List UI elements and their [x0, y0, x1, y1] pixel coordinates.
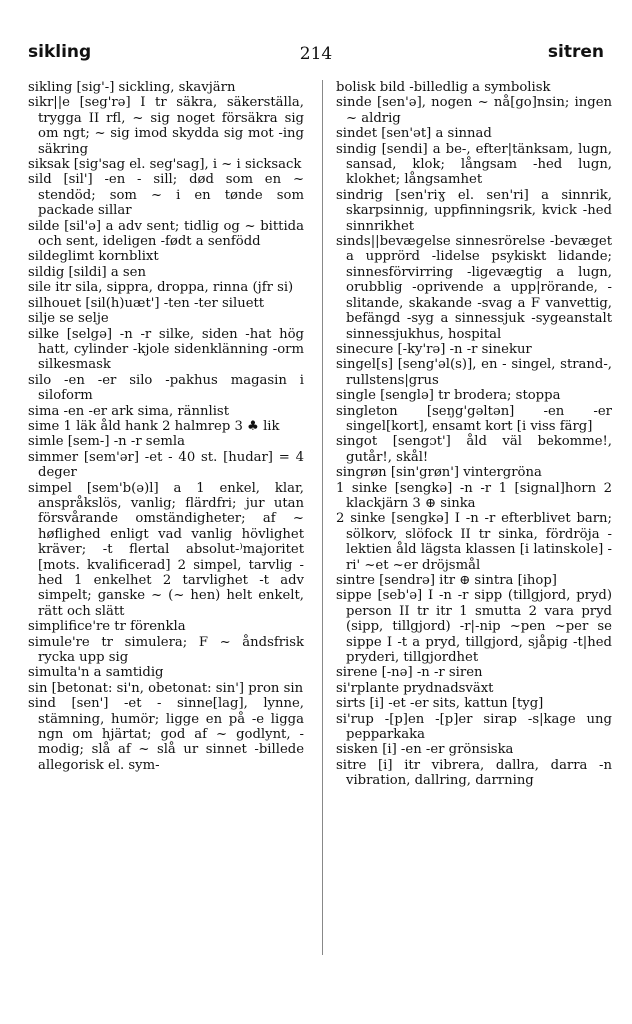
- dictionary-entry: silhouet [sil(h)uæt'] -ten -ter siluett: [28, 295, 265, 311]
- dictionary-entry: singot [sengɔt'] åld väl bekomme!, gutår!, skål!: [336, 434, 617, 465]
- dictionary-entry: sile itr sila, sippra, droppa, rinna (jfr si): [28, 280, 294, 296]
- dictionary-entry: sinds||bevægelse sinnesrörelse -bevæget a upprörd -lidelse psykiskt lidande; sinnesförvirring -ligevægtig a lugn, orubblig -oprivende a upp|rörande, -slitande, skakande -svag a F vanvettig, befängd -syg a sinnessjuk -sygeanstalt sinnessjukhus, hospital: [336, 234, 617, 342]
- dictionary-entry: bolisk bild -billedlig a symbolisk: [336, 80, 551, 95]
- dictionary-entry: si'rup -[p]en -[p]er sirap -s|kage ung pepparkaka: [336, 711, 617, 743]
- dictionary-entry: simpel [sem'b(ə)l] a 1 enkel, klar, anspråkslös, vanlig; flärdfri; jur utan försvårande omständigheter; af ~ høflighed enligt vad vanlig hövlighet kräver; -t flertal absolut-⁾majoritet [mots. kvalificerad] 2 simpel, tarvlig -hed 1 enkelhet 2 tarvlighet -t adv simpelt; ganske ~ (~ hen) helt enkelt, rätt och slätt: [28, 480, 309, 619]
- dictionary-entry: sild [sil'] -en - sill; død som en ~ stendöd; som ~ i en tønde som packade sillar: [28, 172, 309, 219]
- dictionary-entry: si'rplante prydnadsväxt: [336, 680, 494, 696]
- dictionary-entry: sin [betonat: si'n, obetonat: sin'] pron sin: [28, 680, 304, 696]
- dictionary-entry: silde [sil'ə] a adv sent; tidlig og ~ bittida och sent, ideligen -født a senfödd: [28, 218, 309, 250]
- dictionary-entry: sind [sen'] -et - sinne[lag], lynne, stämning, humör; ligge en på -e ligga ngn om hjärtat; god af ~ godlynt, -modig; slå af ~ slå ur sinnet -billede allegorisk el. sym-: [28, 696, 309, 773]
- dictionary-entry: simulta'n a samtidig: [28, 665, 164, 681]
- dictionary-entry: sinecure [-ky'rə] -n -r sinekur: [336, 341, 532, 357]
- dictionary-entry: singleton [seŋg'gəltən] -en -er singel[kort], ensamt kort [i viss färg]: [336, 403, 617, 434]
- guide-word-last: sitren: [547, 42, 604, 62]
- dictionary-entry: silo -en -er silo -pakhus magasin i siloform: [28, 372, 309, 404]
- dictionary-entry: silke [selgə] -n -r silke, siden -hat hög hatt, cylinder -kjole sidenklänning -orm silkesmask: [28, 326, 309, 373]
- dictionary-entry: simle [sem-] -n -r semla: [28, 434, 185, 450]
- dictionary-entry: sikling [sig'-] sickling, skavjärn: [28, 80, 236, 95]
- dictionary-entry: sinde [sen'ə], nogen ~ nå[go]nsin; ingen ~ aldrig: [336, 95, 617, 126]
- dictionary-entry: simmer [sem'ər] -et - 40 st. [hudar] = 4 deger: [28, 449, 309, 481]
- right-column: [336, 80, 617, 1024]
- dictionary-entry: single [senglə] tr brodera; stoppa: [336, 388, 561, 404]
- dictionary-entry: sime 1 läk åld hank 2 halmrep 3 ♣ lik: [28, 418, 280, 434]
- dictionary-entry: sintre [sendrə] itr ⊕ sintra [ihop]: [336, 573, 557, 588]
- column-divider: [322, 80, 323, 955]
- dictionary-entry: singrøn [sin'grøn'] vintergröna: [336, 465, 542, 481]
- dictionary-entry: sippe [seb'ə] I -n -r sipp (tillgjord, pryd) person II tr itr 1 smutta 2 vara pryd (sipp, tillgjord) -r|-nip ~pen ~per se sippe I -t a pryd, tillgjord, sjåpig -t|hed pryderi, tillgjordhet: [336, 588, 617, 666]
- dictionary-entry: sisken [i] -en -er grönsiska: [336, 742, 514, 758]
- dictionary-entry: sima -en -er ark sima, rännlist: [28, 403, 229, 419]
- dictionary-entry: silje se selje: [28, 311, 109, 327]
- dictionary-entry: simule're tr simulera; F ~ åndsfrisk rycka upp sig: [28, 634, 309, 666]
- dictionary-entry: 1 sinke [sengkə] -n -r 1 [signal]horn 2 klackjärn 3 ⊕ sinka: [336, 480, 617, 511]
- dictionary-entry: sindet [sen'ət] a sinnad: [336, 126, 492, 142]
- dictionary-entry: siksak [sig'sag el. seg'sag], i ~ i sicksack: [28, 157, 302, 173]
- page-header: [28, 42, 604, 72]
- dictionary-entry: sirts [i] -et -er sits, kattun [tyg]: [336, 696, 544, 712]
- dictionary-entry: sirene [-nə] -n -r siren: [336, 665, 483, 681]
- dictionary-entry: sindig [sendi] a be-, efter|tänksam, lugn, sansad, klok; långsam -hed lugn, klokhet; långsamhet: [336, 141, 617, 188]
- left-column: [28, 80, 309, 1024]
- dictionary-entry: singel[s] [seng'əl(s)], en - singel, strand-, rullstens|grus: [336, 357, 617, 388]
- dictionary-entry: sildig [sildi] a sen: [28, 264, 146, 280]
- page-number: 214: [299, 44, 333, 64]
- dictionary-entry: sitre [i] itr vibrera, dallra, darra -n vibration, dallring, darrning: [336, 757, 617, 789]
- dictionary-entry: simplifice're tr förenkla: [28, 619, 186, 635]
- dictionary-entry: 2 sinke [sengkə] I -n -r efterblivet barn; sölkorv, slöfock II tr sinka, fördröja -lektien åld lägsta klassen [i latinskole] -ri' ~et ~er dröjsmål: [336, 511, 617, 573]
- dictionary-entry: sindrig [sen'riɣ el. sen'ri] a sinnrik, skarpsinnig, uppfinningsrik, kvick -hed sinnrikhet: [336, 187, 617, 234]
- dictionary-entry: sikr||e [seg'rə] I tr säkra, säkerställa, trygga II rfl, ~ sig noget försäkra sig om ngt; ~ sig imod skydda sig mot -ing säkring: [28, 95, 309, 157]
- guide-word-first: sikling: [28, 42, 92, 62]
- dictionary-entry: sildeglimt kornblixt: [28, 249, 159, 265]
